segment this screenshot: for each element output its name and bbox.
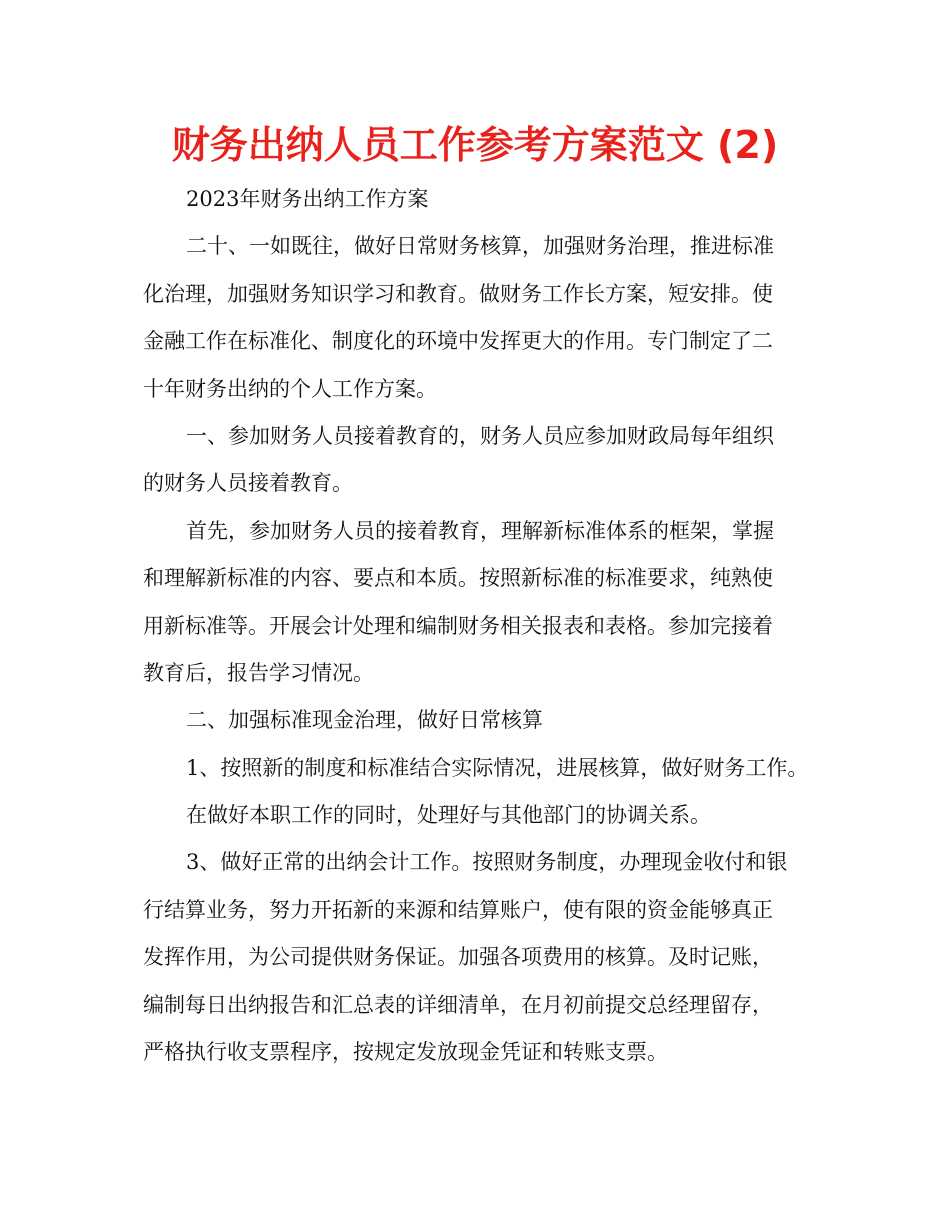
paragraph-line: 一、参加财务人员接着教育的，财务人员应参加财政局每年组织 bbox=[186, 423, 774, 448]
paragraph-line: 的财务人员接着教育。 bbox=[143, 471, 353, 496]
paragraph-line: 教育后，报告学习情况。 bbox=[143, 660, 374, 685]
paragraph-line: 发挥作用，为公司提供财务保证。加强各项费用的核算。及时记账， bbox=[143, 945, 773, 970]
paragraph-line: 在做好本职工作的同时，处理好与其他部门的协调关系。 bbox=[186, 803, 711, 828]
paragraph-line: 用新标准等。开展会计处理和编制财务相关报表和表格。参加完接着 bbox=[143, 613, 773, 638]
document-body bbox=[143, 176, 815, 1076]
paragraph-line: 3、做好正常的出纳会计工作。按照财务制度，办理现金收付和银 bbox=[186, 850, 788, 875]
paragraph-line: 金融工作在标准化、制度化的环境中发挥更大的作用。专门制定了二 bbox=[143, 329, 773, 354]
paragraph-line: 十年财务出纳的个人工作方案。 bbox=[143, 376, 437, 401]
paragraph-line: 首先，参加财务人员的接着教育，理解新标准体系的框架，掌握 bbox=[186, 518, 774, 543]
paragraph-line: 行结算业务，努力开拓新的来源和结算账户，使有限的资金能够真正 bbox=[143, 897, 773, 922]
paragraph-line: 严格执行收支票程序，按规定发放现金凭证和转账支票。 bbox=[143, 1040, 668, 1065]
paragraph-line: 化治理，加强财务知识学习和教育。做财务工作长方案，短安排。使 bbox=[143, 281, 773, 306]
paragraph-line: 二、加强标准现金治理，做好日常核算 bbox=[186, 708, 543, 733]
paragraph-line: 2023年财务出纳工作方案 bbox=[186, 187, 429, 211]
paragraph-line: 和理解新标准的内容、要点和本质。按照新标准的标准要求，纯熟使 bbox=[143, 566, 773, 591]
paragraph-line: 编制每日出纳报告和汇总表的详细清单，在月初前提交总经理留存， bbox=[143, 992, 773, 1017]
paragraph-line: 1、按照新的制度和标准结合实际情况，进展核算，做好财务工作。 bbox=[186, 755, 809, 780]
paragraph-line: 二十、一如既往，做好日常财务核算，加强财务治理，推进标准 bbox=[186, 234, 774, 259]
document-title: 财务出纳人员工作参考方案范文 (2) bbox=[171, 123, 779, 167]
